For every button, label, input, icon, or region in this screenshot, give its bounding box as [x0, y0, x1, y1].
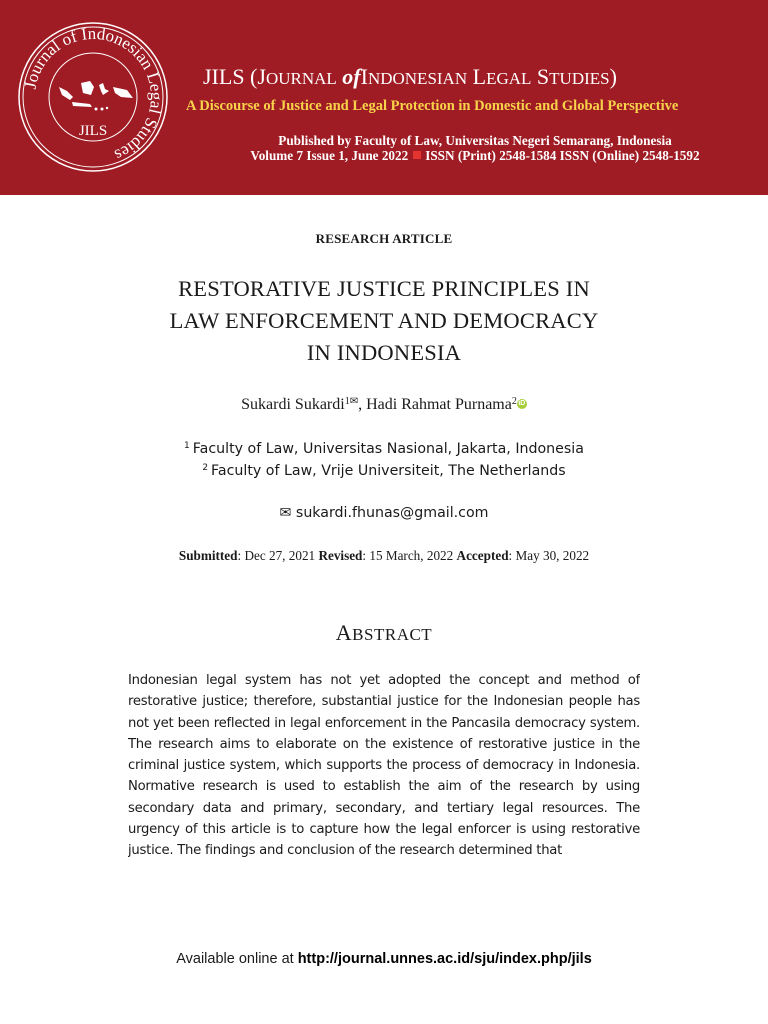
affiliation-2: $^2$ Faculty of Law, Vrije Universiteit, The Netherlands [202, 463, 566, 479]
journal-title: JILS (JOURNAL ofINDONESIAN LEGAL STUDIES) [203, 64, 617, 89]
envelope-icon: ✉ [279, 505, 296, 521]
title-line: RESTORATIVE JUSTICE PRINCIPLES IN [178, 276, 590, 301]
abstract-heading: ABSTRACT [335, 620, 433, 645]
article-type-label: RESEARCH ARTICLE [315, 231, 453, 246]
article-title [84, 273, 684, 369]
abstract-text: Indonesian legal system has not yet adopted the concept and method of restorative justice; therefore, substantial justice for the Indonesian people has not yet been reflected in legal enforcement in the Pancasila democracy system. The research aims to elaborate on the existence of restorative justice in the criminal justice system, which supports the process of democracy in Indonesia. Normative research is used to establish the aim of the research by using secondary data and primary, secondary, and tertiary legal resources. The urgency of this article is to capture how the legal enforcer is using restorative justice. The findings and conclusion of the research determined that [128, 673, 640, 859]
submission-dates: Submitted: Dec 27, 2021 Revised: 15 March, 2022 Accepted: May 30, 2022 [178, 548, 590, 563]
corresponding-email[interactable]: ✉ sukardi.fhunas@gmail.com [279, 505, 489, 521]
volume-issn-line: Volume 7 Issue 1, June 2022 ISSN (Print) 2548-1584 ISSN (Online) 2548-1592 [250, 148, 700, 163]
journal-seal-logo [17, 21, 169, 173]
svg-text:JILS: JILS [78, 123, 108, 139]
envelope-icon: ✉ [349, 396, 359, 407]
journal-header [0, 0, 768, 195]
footer-availability: Available online at http://journal.unnes.ac.id/sju/index.php/jils [176, 951, 592, 967]
affiliation-1: $^1$ Faculty of Law, Universitas Nasional, Jakarta, Indonesia [184, 441, 584, 457]
journal-tagline: A Discourse of Justice and Legal Protection in Domestic and Global Perspective [186, 98, 679, 114]
svg-text:Journal of Indonesian Legal St: Journal of Indonesian Legal Studies [20, 23, 167, 166]
publisher-line: Published by Faculty of Law, Universitas Negeri Semarang, Indonesia [278, 133, 672, 148]
separator-square-icon [413, 151, 421, 159]
authors-line: Sukardi Sukardi$^{1✉}$, Hadi Rahmat Purnama$^2$ iD [241, 396, 526, 413]
publication-info [195, 133, 755, 163]
journal-url-link[interactable]: http://journal.unnes.ac.id/sju/index.php/jils [297, 951, 592, 967]
orcid-icon[interactable]: iD [518, 400, 526, 407]
title-line: LAW ENFORCEMENT AND DEMOCRACY [169, 308, 599, 333]
author-name: Hadi Rahmat Purnama [366, 396, 512, 413]
title-line: IN INDONESIA [306, 340, 462, 365]
author-name: Sukardi Sukardi [241, 396, 345, 413]
